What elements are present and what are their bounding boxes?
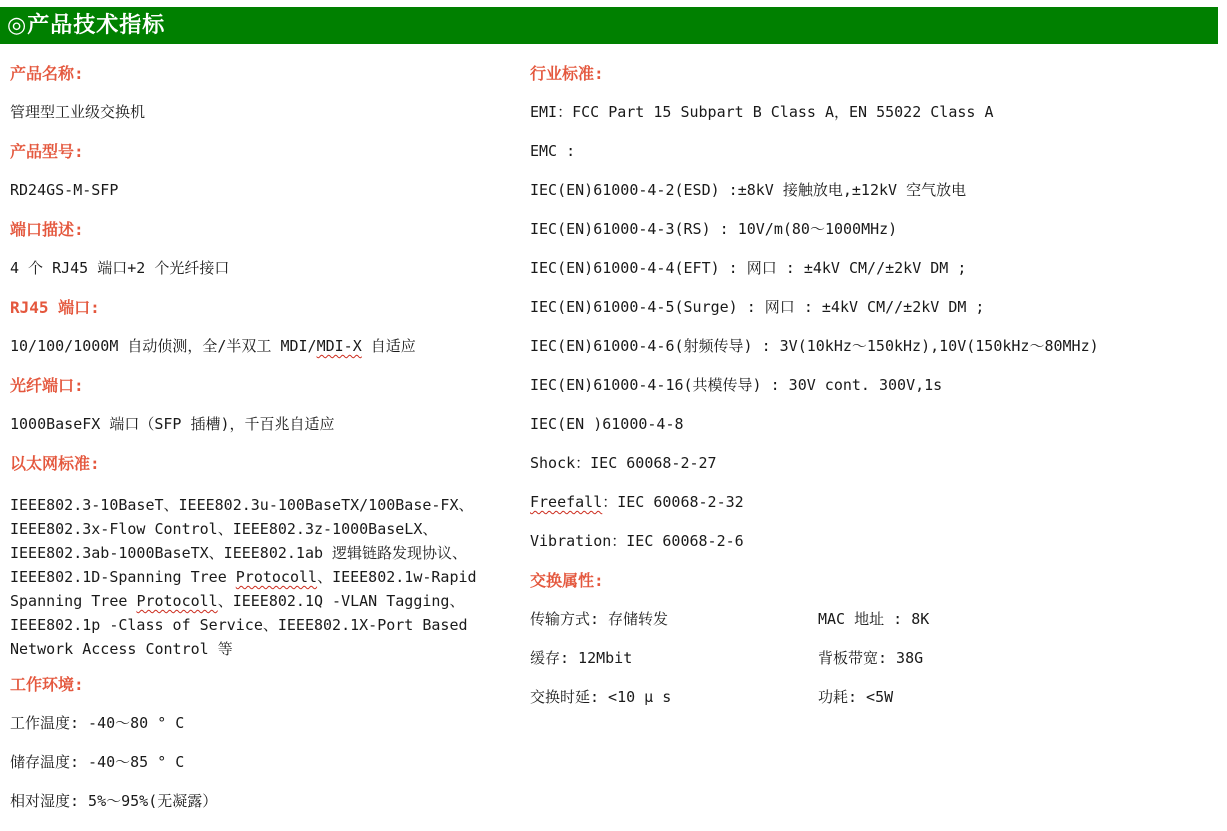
page-title: ◎产品技术指标 [7, 13, 166, 38]
right-column [530, 64, 1220, 727]
spec-text: 自适应 [361, 337, 416, 355]
spec-text: IEC(EN)61000-4-5(Surge) : 网口 : ±4kV CM//±2kV DM ; [530, 298, 985, 316]
section-heading: 以太网标准: [10, 454, 100, 473]
spec-pair-row [530, 688, 1220, 707]
spec-value: 传输方式: 存储转发 [530, 610, 669, 628]
spec-text: ：IEC 60068-2-32 [602, 493, 744, 511]
spec-line [530, 103, 1220, 122]
spec-line [10, 753, 517, 772]
spec-line [10, 714, 517, 733]
spec-text: IEC(EN)61000-4-2(ESD) :±8kV 接触放电,±12kV 空气放电 [530, 181, 967, 199]
spec-text: EMC : [530, 142, 576, 160]
left-column [10, 64, 517, 831]
spec-text: 4 个 RJ45 端口+2 个光纤接口 [10, 259, 230, 277]
spec-line [10, 493, 517, 661]
spec-line [530, 337, 1220, 356]
spec-text: IEC(EN )61000-4-8 [530, 415, 684, 433]
spec-text: EMI：FCC Part 15 Subpart B Class A，EN 55022 Class A [530, 103, 994, 121]
misspelled-word: MDI-X [316, 337, 362, 355]
spec-line [530, 532, 1220, 551]
spec-text: IEC(EN)61000-4-6(射频传导) : 3V(10kHz～150kHz),10V(150kHz～80MHz) [530, 337, 1099, 355]
spec-text: RD24GS-M-SFP [10, 181, 119, 199]
spec-text: 10/100/1000M 自动侦测，全/半双工 MDI/ [10, 337, 317, 355]
section-heading: 交换属性: [530, 571, 604, 590]
spec-value: MAC 地址 : 8K [818, 610, 930, 628]
spec-line [530, 220, 1220, 239]
spec-text: 管理型工业级交换机 [10, 103, 146, 121]
spec-text: 储存温度: -40～85 ° C [10, 753, 185, 771]
spec-line [530, 181, 1220, 200]
section-heading: 端口描述: [10, 220, 84, 239]
spec-line [530, 415, 1220, 434]
spec-value: 背板带宽: 38G [818, 649, 924, 667]
misspelled-word: Protocoll [235, 568, 318, 586]
spec-line [10, 103, 517, 122]
section-heading: 光纤端口: [10, 376, 84, 395]
spec-value: 缓存: 12Mbit [530, 649, 633, 667]
spec-line [530, 454, 1220, 473]
spec-line [10, 337, 517, 356]
spec-text: IEEE802.3-10BaseT、IEEE802.3u-100BaseTX/100Base-FX、IEEE802.3x-Flow Control、IEEE802.3z-1000BaseLX、IEEE802.3ab-1000BaseTX、IEEE802.1ab 逻辑链路发现协议、IEEE802.1D-Spanning Tree [10, 496, 474, 586]
spec-text: IEC(EN)61000-4-16(共模传导) : 30V cont. 300V,1s [530, 376, 943, 394]
spec-text: 、IEEE802.1Q -VLAN Tagging、IEEE802.1p -Class of Service、IEEE802.1X-Port Based Network Access Control 等 [10, 592, 468, 658]
spec-pair-row [530, 610, 1220, 629]
section-heading: 产品名称: [10, 64, 84, 83]
misspelled-word: Freefall [530, 493, 603, 511]
section-title-bar [0, 7, 1218, 44]
section-heading: RJ45 端口: [10, 298, 100, 317]
spec-text: 1000BaseFX 端口（SFP 插槽)，千百兆自适应 [10, 415, 335, 433]
spec-line [530, 493, 1220, 512]
section-heading: 产品型号: [10, 142, 84, 161]
misspelled-word: Protocoll [136, 592, 218, 610]
spec-line [10, 415, 517, 434]
section-heading: 工作环境: [10, 675, 84, 694]
spec-text: Vibration：IEC 60068-2-6 [530, 532, 744, 550]
spec-line [530, 259, 1220, 278]
spec-text: 、IEEE802.1w-Rapid Spanning Tree [10, 568, 477, 610]
spec-text: 工作温度: -40～80 ° C [10, 714, 185, 732]
spec-pair-row [530, 649, 1220, 668]
section-heading: 行业标准: [530, 64, 604, 83]
spec-text: Shock：IEC 60068-2-27 [530, 454, 717, 472]
spec-value: 交换时延: <10 μ s [530, 688, 672, 706]
spec-line [530, 142, 1220, 161]
spec-line [10, 181, 517, 200]
spec-value: 功耗: <5W [818, 688, 894, 706]
spec-line [530, 376, 1220, 395]
spec-text: IEC(EN)61000-4-4(EFT) : 网口 : ±4kV CM//±2kV DM ; [530, 259, 967, 277]
spec-text: IEC(EN)61000-4-3(RS) : 10V/m(80～1000MHz) [530, 220, 898, 238]
spec-text: 相对湿度: 5%～95%(无凝露） [10, 792, 218, 810]
spec-line [530, 298, 1220, 317]
spec-line [10, 792, 517, 811]
spec-line [10, 259, 517, 278]
